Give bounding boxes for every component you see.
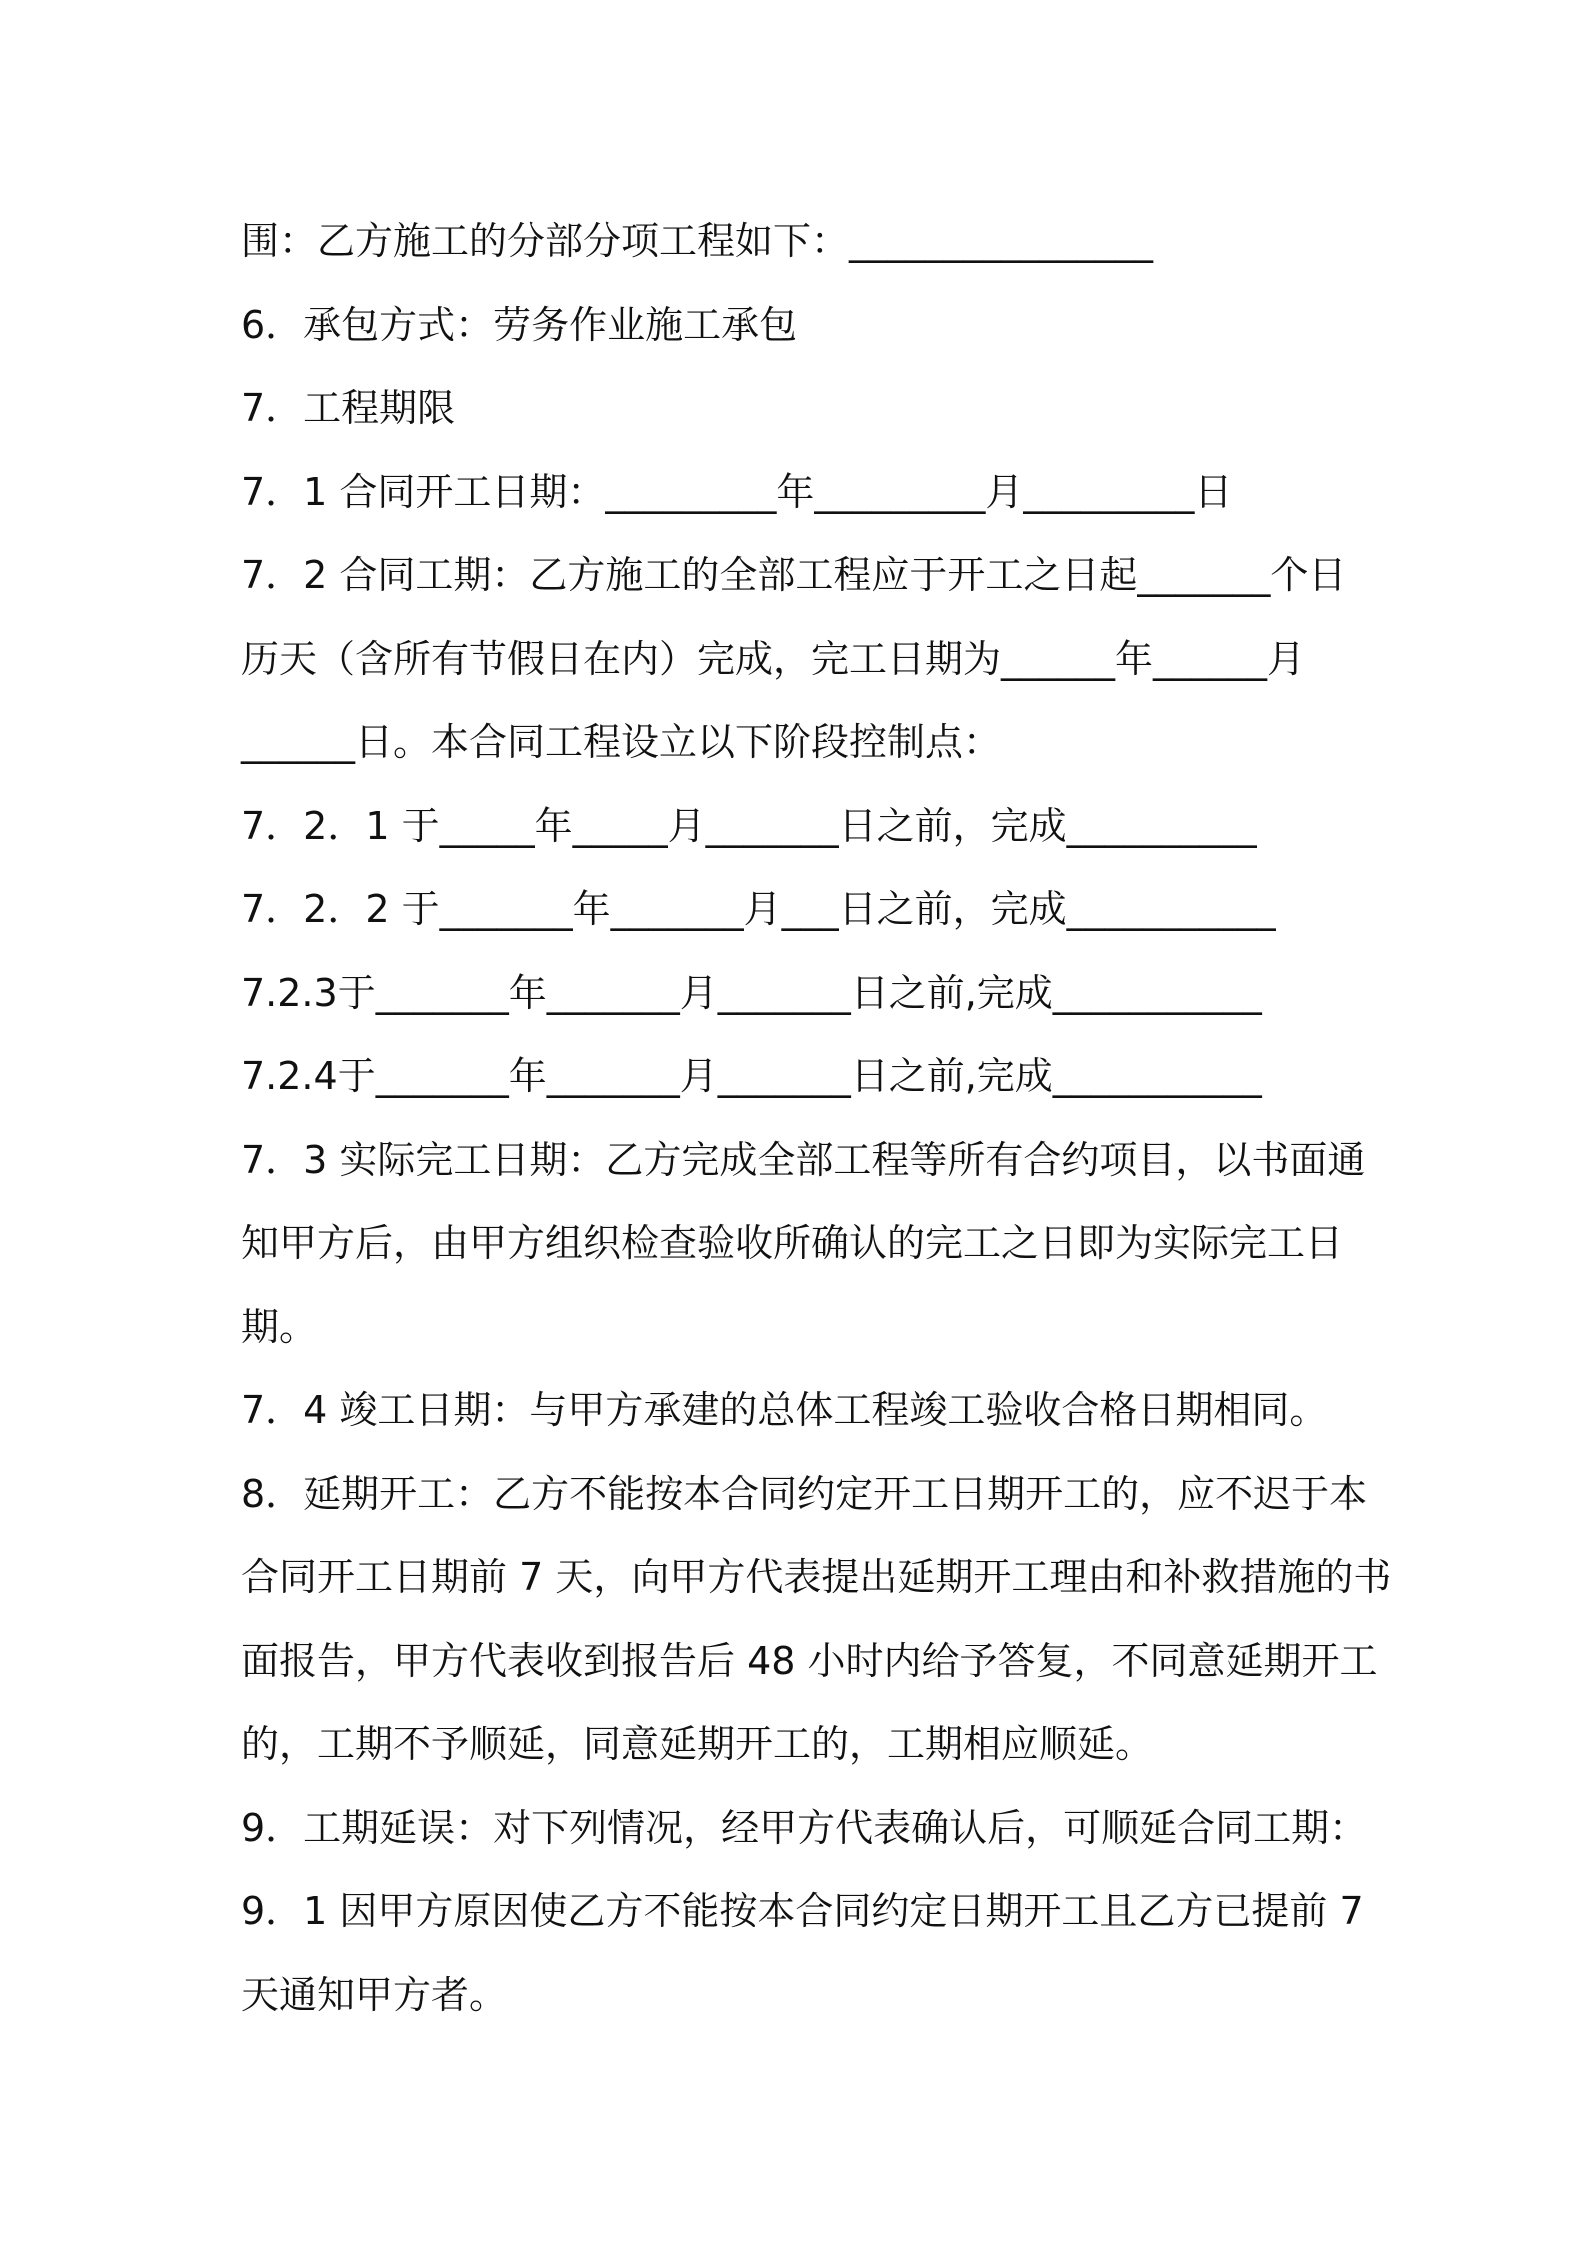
text-line-actual-completion: 7．3 实际完工日期：乙方完成全部工程等所有合约项目，以书面通 (241, 1137, 1366, 1182)
text-line-schedule-delay-item-1-cont: 天通知甲方者。 (241, 1972, 508, 2017)
text-line-start-date: 7．1 合同开工日期：_________年_________月_________日 (241, 469, 1233, 514)
text-line-duration-cont: 历天（含所有节假日在内）完成，完工日期为______年______月 (241, 636, 1306, 681)
contract-body-text (241, 200, 1392, 2037)
text-line-final-acceptance: 7．4 竣工日期：与甲方承建的总体工程竣工验收合格日期相同。 (241, 1388, 1328, 1432)
text-line-milestone-2: 7．2．2 于_______年_______月___日之前，完成___________ (241, 887, 1276, 931)
text-line-milestones-intro: ______日。本合同工程设立以下阶段控制点： (241, 720, 1002, 764)
text-line-milestone-4: 7.2.4于_______年_______月_______日之前,完成___________ (241, 1054, 1262, 1098)
text-line-duration: 7．2 合同工期：乙方施工的全部工程应于开工之日起_______个日 (241, 553, 1347, 597)
text-line-delayed-start-cont-3: 的，工期不予顺延，同意延期开工的，工期相应顺延。 (241, 1722, 1154, 1766)
text-line-project-term-heading: 7．工程期限 (241, 386, 456, 430)
text-line-delayed-start: 8．延期开工：乙方不能按本合同约定开工日期开工的，应不迟于本 (241, 1471, 1368, 1516)
text-line-milestone-3: 7.2.3于_______年_______月_______日之前,完成___________ (241, 970, 1262, 1015)
text-line-actual-completion-cont: 知甲方后，由甲方组织检查验收所确认的完工之日即为实际完工日 (241, 1221, 1344, 1265)
text-line-schedule-delay: 9．工期延误：对下列情况，经甲方代表确认后，可顺延合同工期： (241, 1805, 1368, 1850)
text-line-actual-completion-end: 期。 (241, 1304, 318, 1349)
text-line-scope: 围：乙方施工的分部分项工程如下：________________ (241, 219, 1154, 263)
text-line-milestone-1: 7．2．1 于_____年_____月_______日之前，完成__________ (241, 803, 1257, 848)
text-line-delayed-start-cont-1: 合同开工日期前 7 天，向甲方代表提出延期开工理由和补救措施的书 (241, 1555, 1392, 1599)
text-line-contract-method: 6．承包方式：劳务作业施工承包 (241, 302, 798, 347)
text-line-delayed-start-cont-2: 面报告，甲方代表收到报告后 48 小时内给予答复，不同意延期开工 (241, 1638, 1378, 1683)
text-line-schedule-delay-item-1: 9．1 因甲方原因使乙方不能按本合同约定日期开工且乙方已提前 7 (241, 1889, 1364, 1933)
